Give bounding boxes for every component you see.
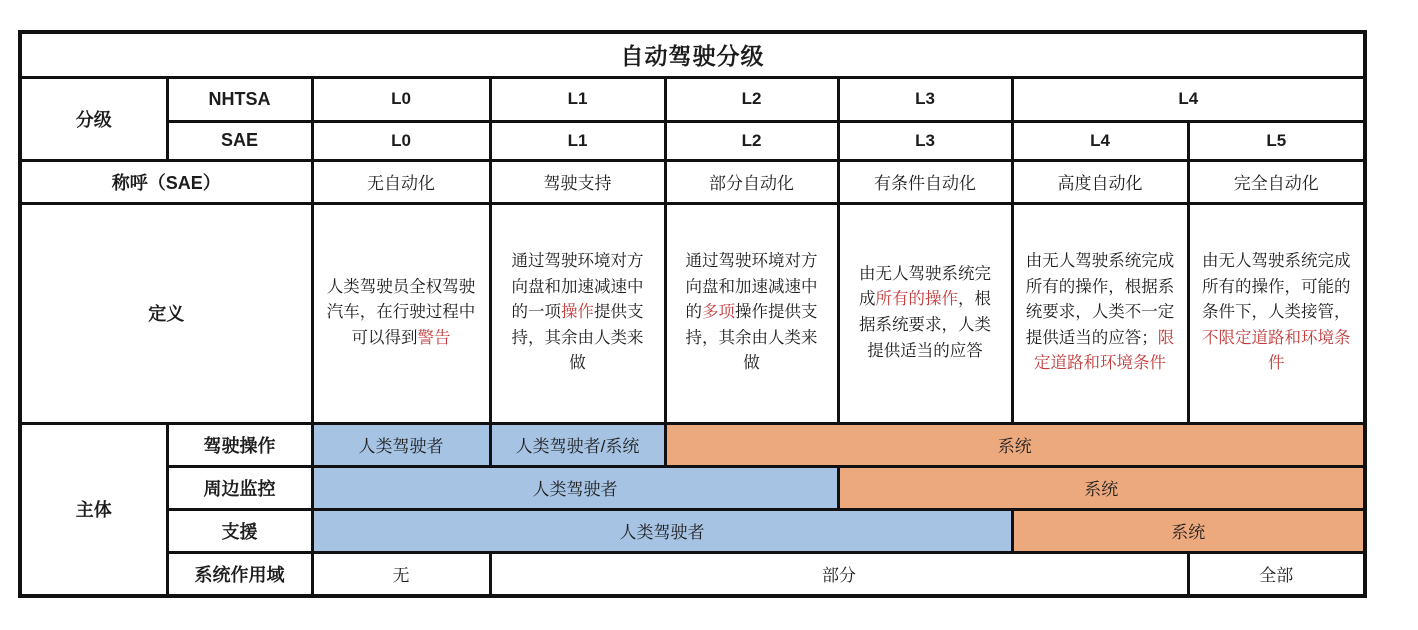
driving-operation-l2-l5: 系统 <box>665 423 1365 466</box>
definition-l0 <box>312 203 490 423</box>
naming-l3: 有条件自动化 <box>838 160 1012 203</box>
definition-row-label: 定义 <box>20 203 312 423</box>
naming-l4: 高度自动化 <box>1012 160 1188 203</box>
subject-row-label-system-domain: 系统作用域 <box>167 552 312 596</box>
definition-l1 <box>490 203 665 423</box>
nhtsa-row-label: NHTSA <box>167 77 312 121</box>
monitoring-l0-l2: 人类驾驶者 <box>312 466 838 509</box>
definition-l3-tail: ，根据系统要求，人类提供适当的应答 <box>859 290 991 360</box>
definition-l0-text: 人类驾驶员全权驾驶汽车，在行驶过程中可以得到 <box>326 277 476 347</box>
nhtsa-level-l2: L2 <box>665 77 838 121</box>
system-domain-l0: 无 <box>312 552 490 596</box>
definition-l4 <box>1012 203 1188 423</box>
definition-l3-highlight: 所有的操作 <box>875 290 958 309</box>
definition-l4-highlight: 限定道路和环境条件 <box>1034 328 1175 373</box>
sae-level-l4: L4 <box>1012 121 1188 160</box>
naming-l0: 无自动化 <box>312 160 490 203</box>
classification-group-label: 分级 <box>20 77 167 160</box>
subject-group-label: 主体 <box>20 423 167 596</box>
driving-operation-l1: 人类驾驶者/系统 <box>490 423 665 466</box>
fallback-l4-l5: 系统 <box>1012 509 1365 552</box>
system-domain-l1-l4: 部分 <box>490 552 1188 596</box>
definition-l0-highlight: 警告 <box>417 328 451 347</box>
nhtsa-level-l1: L1 <box>490 77 665 121</box>
definition-l5-text: 由无人驾驶系统完成所有的操作，可能的条件下，人类接管， <box>1202 252 1351 322</box>
naming-row-label: 称呼（SAE） <box>20 160 312 203</box>
driving-operation-l0: 人类驾驶者 <box>312 423 490 466</box>
definition-l2-text: 通过驾驶环境对方向盘和加速减速中的 <box>685 252 818 322</box>
fallback-l0-l3: 人类驾驶者 <box>312 509 1012 552</box>
system-domain-l5: 全部 <box>1188 552 1365 596</box>
autonomous-driving-levels-table <box>18 30 1367 598</box>
definition-l4-text: 由无人驾驶系统完成所有的操作，根据系统要求，人类不一定提供适当的应答； <box>1025 252 1175 347</box>
naming-l1: 驾驶支持 <box>490 160 665 203</box>
definition-l2-highlight: 多项 <box>702 303 735 322</box>
subject-row-label-monitoring: 周边监控 <box>167 466 312 509</box>
sae-level-l2: L2 <box>665 121 838 160</box>
nhtsa-level-l4: L4 <box>1012 77 1365 121</box>
sae-level-l5: L5 <box>1188 121 1365 160</box>
sae-level-l3: L3 <box>838 121 1012 160</box>
monitoring-l3-l5: 系统 <box>838 466 1365 509</box>
sae-level-l0: L0 <box>312 121 490 160</box>
nhtsa-level-l3: L3 <box>838 77 1012 121</box>
definition-l1-tail: 提供支持，其余由人类来做 <box>511 303 644 373</box>
definition-l5 <box>1188 203 1365 423</box>
sae-level-l1: L1 <box>490 121 665 160</box>
subject-row-label-fallback: 支援 <box>167 509 312 552</box>
definition-l3 <box>838 203 1012 423</box>
subject-row-label-driving-operation: 驾驶操作 <box>167 423 312 466</box>
definition-l2 <box>665 203 838 423</box>
sae-row-label: SAE <box>167 121 312 160</box>
definition-l2-tail: 操作提供支持，其余由人类来做 <box>685 303 818 373</box>
naming-l5: 完全自动化 <box>1188 160 1365 203</box>
table-title: 自动驾驶分级 <box>20 32 1365 77</box>
definition-l3-text: 由无人驾驶系统完成 <box>859 264 991 309</box>
definition-l1-text: 通过驾驶环境对方向盘和加速减速中的一项 <box>511 252 644 322</box>
naming-l2: 部分自动化 <box>665 160 838 203</box>
nhtsa-level-l0: L0 <box>312 77 490 121</box>
definition-l1-highlight: 操作 <box>561 303 594 322</box>
definition-l5-highlight: 不限定道路和环境条件 <box>1202 328 1351 373</box>
